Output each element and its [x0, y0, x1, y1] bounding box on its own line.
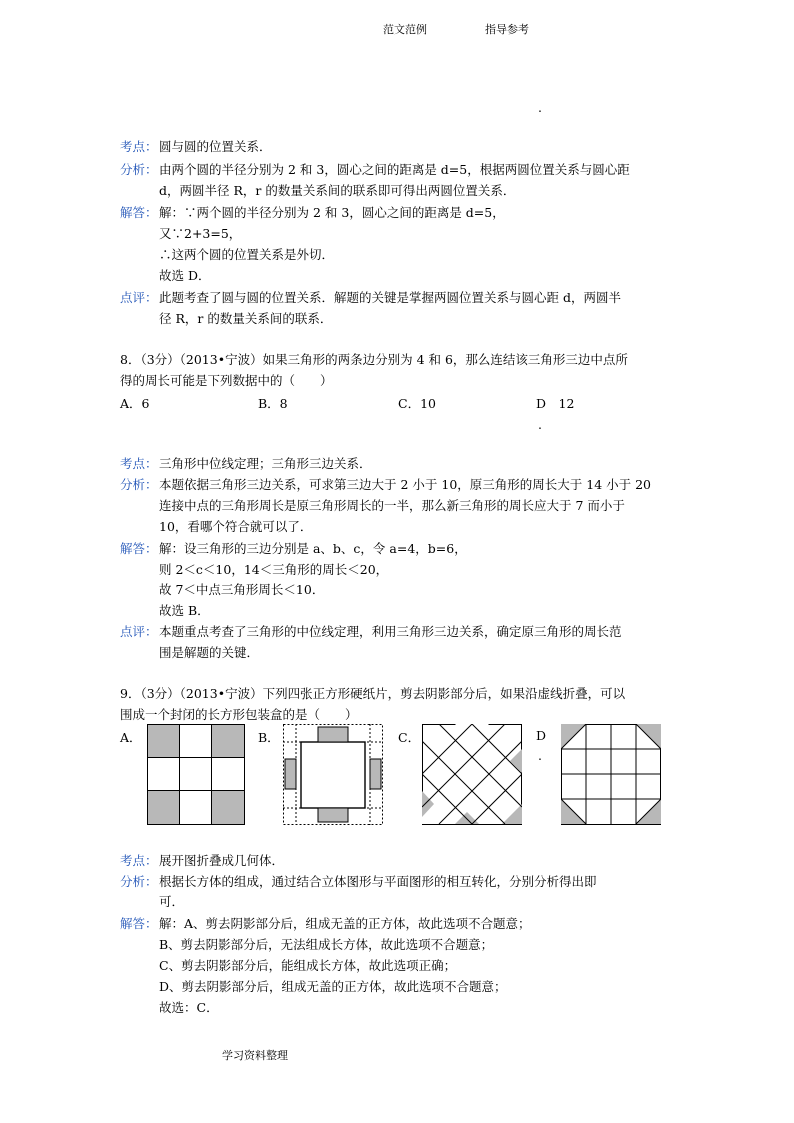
kaodian-label: 考点：	[120, 853, 158, 868]
figure-b	[283, 724, 383, 825]
q7-jieda-line: ∴这两个圆的位置关系是外切．	[159, 247, 335, 262]
fenxi-label: 分析：	[120, 874, 158, 889]
footer-text: 学习资料整理	[222, 1049, 288, 1062]
q9-option-d-label: D	[536, 728, 547, 743]
q9-fenxi-line: 根据长方体的组成，通过结合立体图形与平面图形的相互转化，分别分析得出即	[159, 874, 597, 889]
q7-fenxi-line: d，两圆半径 R，r 的数量关系间的联系即可得出两圆位置关系．	[159, 183, 516, 198]
q9-option-c-label: C．	[398, 730, 421, 745]
q8-fenxi-line: 本题依据三角形三边关系，可求第三边大于 2 小于 10，原三角形的周长大于 14 小于 20	[159, 477, 652, 492]
fenxi-label: 分析：	[120, 162, 158, 177]
q9-jieda-line: C、剪去阴影部分后，能组成长方体，故此选项正确；	[159, 958, 457, 973]
q8-dianping-line: 围是解题的关键．	[159, 645, 260, 660]
jieda-label: 解答：	[120, 916, 158, 931]
kaodian-label: 考点：	[120, 456, 158, 471]
q8-option-a: A．6	[120, 396, 150, 411]
q7-jieda-line: 故选 D．	[159, 268, 211, 283]
q8-kaodian: 三角形中位线定理；三角形三边关系．	[159, 456, 372, 471]
q9-option-b-label: B．	[258, 730, 280, 745]
q8-jieda-line: 则 2＜c＜10，14＜三角形的周长＜20，	[159, 562, 389, 577]
dianping-label: 点评：	[120, 290, 158, 305]
q8-dianping-line: 本题重点考查了三角形的中位线定理，利用三角形三边关系，确定原三角形的周长范	[159, 624, 622, 639]
q8-stem-line: 8．（3分）（2013•宁波）如果三角形的两条边分别为 4 和 6，那么连结该三角形三边中点所	[120, 352, 628, 367]
q7-jieda-line: 又∵2+3=5，	[159, 226, 242, 241]
q8-option-dot: .	[538, 417, 542, 432]
fenxi-label: 分析：	[120, 477, 158, 492]
q8-fenxi-line: 连接中点的三角形周长是原三角形周长的一半，那么新三角形的周长应大于 7 而小于	[159, 498, 625, 513]
q8-jieda-line: 解：设三角形的三边分别是 a、b、c，令 a=4，b=6，	[159, 541, 467, 556]
q9-fenxi-line: 可．	[159, 894, 185, 909]
q7-fenxi-line: 由两个圆的半径分别为 2 和 3，圆心之间的距离是 d=5，根据两圆位置关系与圆心距	[159, 162, 630, 177]
q9-stem-line: 围成一个封闭的长方形包装盒的是（ ）	[120, 707, 358, 722]
figure-c	[422, 724, 522, 825]
q8-fenxi-line: 10，看哪个符合就可以了．	[159, 519, 313, 534]
q7-dianping-line: 径 R，r 的数量关系间的联系．	[159, 311, 333, 326]
q9-jieda-line: 解：A、剪去阴影部分后，组成无盖的正方体，故此选项不合题意；	[159, 916, 531, 931]
dianping-label: 点评：	[120, 624, 158, 639]
q9-kaodian: 展开图折叠成几何体．	[159, 853, 285, 868]
jieda-label: 解答：	[120, 205, 158, 220]
q9-jieda-line: B、剪去阴影部分后，无法组成长方体，故此选项不合题意；	[159, 937, 494, 952]
separator-dot: .	[538, 100, 542, 115]
figure-d	[561, 724, 661, 825]
q8-stem-line: 得的周长可能是下列数据中的（ ）	[120, 373, 333, 388]
q8-jieda-line: 故 7＜中点三角形周长＜10．	[159, 582, 325, 597]
q9-stem-line: 9．（3分）（2013•宁波）下列四张正方形硬纸片，剪去阴影部分后，如果沿虚线折叠，可以	[120, 686, 626, 701]
q9-option-d-dot: .	[538, 748, 542, 763]
q9-jieda-line: D、剪去阴影部分后，组成无盖的正方体，故此选项不合题意；	[159, 979, 507, 994]
header-right: 指导参考	[485, 23, 529, 36]
jieda-label: 解答：	[120, 541, 158, 556]
q8-jieda-line: 故选 B．	[159, 603, 210, 618]
kaodian-label: 考点：	[120, 139, 158, 154]
figure-a	[147, 724, 245, 825]
header-left: 范文范例	[383, 23, 427, 36]
q7-jieda-line: 解：∵两个圆的半径分别为 2 和 3，圆心之间的距离是 d=5，	[159, 205, 505, 220]
q9-option-a-label: A．	[120, 730, 142, 745]
q8-option-d: D 12	[536, 396, 575, 411]
q9-jieda-line: 故选：C．	[159, 1000, 219, 1015]
q7-kaodian: 圆与圆的位置关系．	[159, 139, 272, 154]
q8-option-b: B．8	[258, 396, 288, 411]
q8-option-c: C．10	[398, 396, 436, 411]
q7-dianping-line: 此题考查了圆与圆的位置关系．解题的关键是掌握两圆位置关系与圆心距 d，两圆半	[159, 290, 621, 305]
